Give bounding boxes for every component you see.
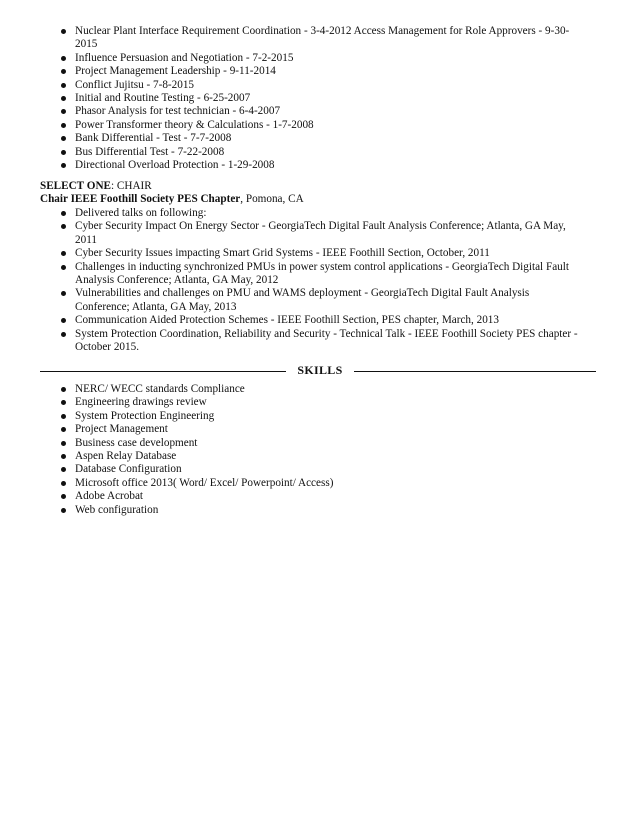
bullet-icon <box>61 96 66 101</box>
list-item: Communication Aided Protection Schemes - IEEE Foothill Section, PES chapter, March, 2013 <box>40 314 585 327</box>
bullet-icon <box>61 265 66 270</box>
list-item: Conflict Jujitsu - 7-8-2015 <box>40 79 580 92</box>
bullet-icon <box>61 136 66 141</box>
list-item: Project Management <box>40 423 580 436</box>
bullet-icon <box>61 29 66 34</box>
bullet-icon <box>61 224 66 229</box>
bullet-icon <box>61 123 66 128</box>
bullet-icon <box>61 508 66 513</box>
skills-list <box>40 383 580 517</box>
bullet-icon <box>61 414 66 419</box>
list-item: Nuclear Plant Interface Requirement Coordination - 3-4-2012 Access Management for Role Approvers - 9-30-2015 <box>40 25 580 52</box>
training-list <box>40 25 580 172</box>
organization-location: , Pomona, CA <box>240 193 304 205</box>
bullet-icon <box>61 56 66 61</box>
skills-title: SKILLS <box>297 363 343 377</box>
bullet-icon <box>61 83 66 88</box>
bullet-icon <box>61 481 66 486</box>
list-item: Engineering drawings review <box>40 396 580 409</box>
bullet-icon <box>61 109 66 114</box>
list-item: System Protection Engineering <box>40 410 580 423</box>
list-item: Directional Overload Protection - 1-29-2008 <box>40 159 580 172</box>
bullet-icon <box>61 494 66 499</box>
divider-left <box>40 371 286 372</box>
list-item: Cyber Security Impact On Energy Sector - GeorgiaTech Digital Fault Analysis Conference; Atlanta, GA May, 2011 <box>40 220 585 247</box>
divider-right <box>354 371 596 372</box>
list-item: Delivered talks on following: <box>40 207 585 220</box>
list-item: Challenges in inducting synchronized PMUs in power system control applications - GeorgiaTech Digital Fault Analysis Conference; Atlanta, GA May, 2012 <box>40 261 585 288</box>
bullet-icon <box>61 69 66 74</box>
skills-section-header <box>40 364 596 380</box>
select-one-label: SELECT ONE <box>40 180 111 192</box>
list-item: System Protection Coordination, Reliability and Security - Technical Talk - IEEE Foothill Society PES chapter - October 2015. <box>40 328 585 355</box>
list-item: Database Configuration <box>40 463 580 476</box>
list-item: Web configuration <box>40 504 580 517</box>
list-item: Project Management Leadership - 9-11-2014 <box>40 65 580 78</box>
bullet-icon <box>61 211 66 216</box>
list-item: Aspen Relay Database <box>40 450 580 463</box>
bullet-icon <box>61 427 66 432</box>
list-item: Microsoft office 2013( Word/ Excel/ Powerpoint/ Access) <box>40 477 580 490</box>
bullet-icon <box>61 454 66 459</box>
bullet-icon <box>61 387 66 392</box>
bullet-icon <box>61 318 66 323</box>
bullet-icon <box>61 150 66 155</box>
list-item: NERC/ WECC standards Compliance <box>40 383 580 396</box>
list-item: Power Transformer theory & Calculations - 1-7-2008 <box>40 119 580 132</box>
list-item: Vulnerabilities and challenges on PMU and WAMS deployment - GeorgiaTech Digital Fault Analysis Conference; Atlanta, GA May, 2013 <box>40 287 585 314</box>
list-item: Cyber Security Issues impacting Smart Grid Systems - IEEE Foothill Section, October, 2011 <box>40 247 585 260</box>
organization-line <box>40 193 304 206</box>
list-item: Initial and Routine Testing - 6-25-2007 <box>40 92 580 105</box>
list-item: Phasor Analysis for test technician - 6-4-2007 <box>40 105 580 118</box>
select-one-value: : CHAIR <box>111 180 152 192</box>
list-item: Influence Persuasion and Negotiation - 7-2-2015 <box>40 52 580 65</box>
select-one-line <box>40 180 152 193</box>
list-item: Business case development <box>40 437 580 450</box>
organization-name: Chair IEEE Foothill Society PES Chapter <box>40 193 241 205</box>
bullet-icon <box>61 441 66 446</box>
bullet-icon <box>61 400 66 405</box>
bullet-icon <box>61 291 66 296</box>
list-item: Adobe Acrobat <box>40 490 580 503</box>
bullet-icon <box>61 332 66 337</box>
chair-activities-list <box>40 207 585 354</box>
bullet-icon <box>61 163 66 168</box>
list-item: Bus Differential Test - 7-22-2008 <box>40 146 580 159</box>
bullet-icon <box>61 251 66 256</box>
list-item: Bank Differential - Test - 7-7-2008 <box>40 132 580 145</box>
bullet-icon <box>61 467 66 472</box>
